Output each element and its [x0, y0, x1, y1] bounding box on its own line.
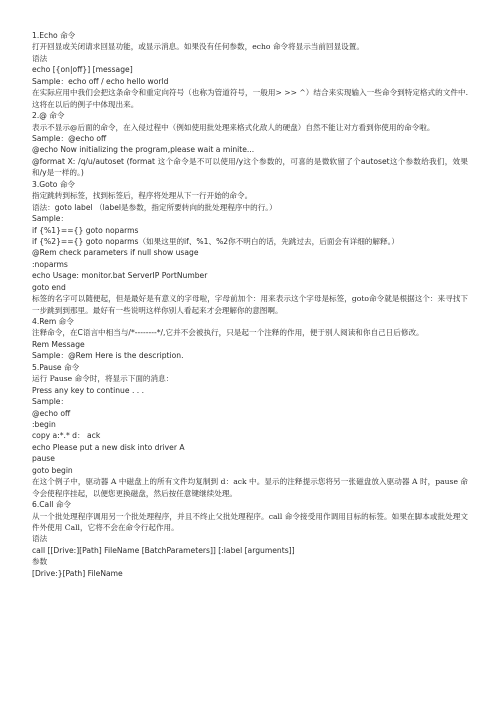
label-goto-sample: Sample：: [32, 214, 69, 224]
paragraph-rem-description: 注释命令，在C语言中相当与/*--------*/,它并不会被执行，只是起一个注释的作用，便于别人阅读和你自己日后修改。: [32, 328, 424, 338]
paragraph-goto-explanation: 标签的名字可以随便起，但是最好是有意义的字母啦，字母前加个：用来表示这个字母是标签，goto命令就是根据这个：来寻找下一步跳到到那里。最好有一些说明这样你别人看起来才会理解你的意图啊。: [32, 294, 468, 315]
code-goto-label: :noparms: [32, 259, 68, 269]
heading-at: 2.@ 命令: [32, 111, 65, 121]
code-pause-message: Press any key to continue . . .: [32, 385, 145, 395]
code-rem-syntax: Rem Message: [32, 339, 85, 349]
code-goto-end: goto end: [32, 282, 66, 292]
code-rem-sample: Sample：@Rem Here is the description.: [32, 351, 184, 361]
code-echo-sample: Sample：echo off / echo hello world: [32, 76, 169, 86]
paragraph-goto-description: 指定跳转到标签，找到标签后，程序将处理从下一行开始的命令。: [32, 191, 253, 201]
code-pause-copy: copy a:*.* d： ack: [32, 431, 101, 441]
code-pause-goto: goto begin: [32, 465, 73, 475]
code-at-format-line: @format X: /q/u/autoset (format 这个命令是不可以使用/y这个参数的，可喜的是微软留了个autoset这个参数给我们，效果和/y是一样的。): [32, 156, 468, 178]
paragraph-echo-description: 打开回显或关闭请求回显功能，或显示消息。如果没有任何参数，echo 命令将显示当前回显设置。: [32, 42, 364, 52]
code-at-sample: Sample：@echo off: [32, 133, 107, 143]
paragraph-at-description: 表示不显示@后面的命令，在入侵过程中（例如使用批处理来格式化敌人的硬盘）自然不能让对方看到你使用的命令啦。: [32, 122, 435, 132]
heading-pause: 5.Pause 命令: [32, 362, 80, 372]
heading-rem: 4.Rem 命令: [32, 317, 74, 327]
code-goto-rem: @Rem check parameters if null show usage: [32, 248, 199, 258]
document-page: [32, 30, 468, 579]
code-pause-echo-off: @echo off: [32, 408, 71, 418]
heading-echo: 1.Echo 命令: [32, 31, 76, 40]
code-pause-pause: pause: [32, 454, 55, 464]
code-at-echo-line: @echo Now initializing the program,please wait a minite...: [32, 145, 255, 155]
label-syntax: 语法: [32, 53, 48, 63]
paragraph-echo-redirect: 在实际应用中我们会把这条命令和重定向符号（也称为管道符号，一般用> >> ^）结合来实现输入一些命令到特定格式的文件中.这将在以后的例子中体现出来。: [32, 88, 468, 109]
heading-call: 6.Call 命令: [32, 500, 72, 510]
code-pause-echo: echo Please put a new disk into driver A: [32, 442, 185, 452]
code-pause-begin: :begin: [32, 419, 56, 429]
code-goto-if1: if {%1}=={} goto noparms: [32, 225, 139, 235]
paragraph-call-description: 从一个批处理程序调用另一个批处理程序，并且不终止父批处理程序。call 命令接受用作调用目标的标签。如果在脚本或批处理文件外使用 Call，它将不会在命令行起作用。: [32, 511, 468, 532]
code-call-syntax: call [[Drive:][Path] FileName [BatchParameters]] [:label [arguments]]: [32, 545, 295, 555]
paragraph-pause-explanation: 在这个例子中，驱动器 A 中磁盘上的所有文件均复制到 d：ack 中。显示的注释提示您将另一张磁盘放入驱动器 A 时，pause 命令会使程序挂起，以便您更换磁盘，然后按任意键继续处理。: [32, 477, 468, 498]
heading-goto: 3.Goto 命令: [32, 179, 76, 189]
code-call-param-drive: [Drive:}[Path] FileName: [32, 568, 123, 578]
label-call-params: 参数: [32, 557, 48, 567]
label-pause-sample: Sample：: [32, 397, 69, 407]
code-goto-syntax: 语法：goto label （label是参数，指定所要转向的批处理程序中的行。）: [32, 202, 277, 212]
label-call-syntax: 语法: [32, 534, 48, 544]
code-echo-syntax: echo [{on|off}] [message]: [32, 65, 133, 75]
code-goto-if2: if {%2}=={} goto noparms（如果这里的if、%1、%2你不明白的话，先跳过去，后面会有详细的解释。）: [32, 236, 399, 246]
code-goto-echo-usage: echo Usage: monitor.bat ServerIP PortNumber: [32, 271, 208, 281]
paragraph-pause-description: 运行 Pause 命令时，将显示下面的消息：: [32, 374, 174, 384]
